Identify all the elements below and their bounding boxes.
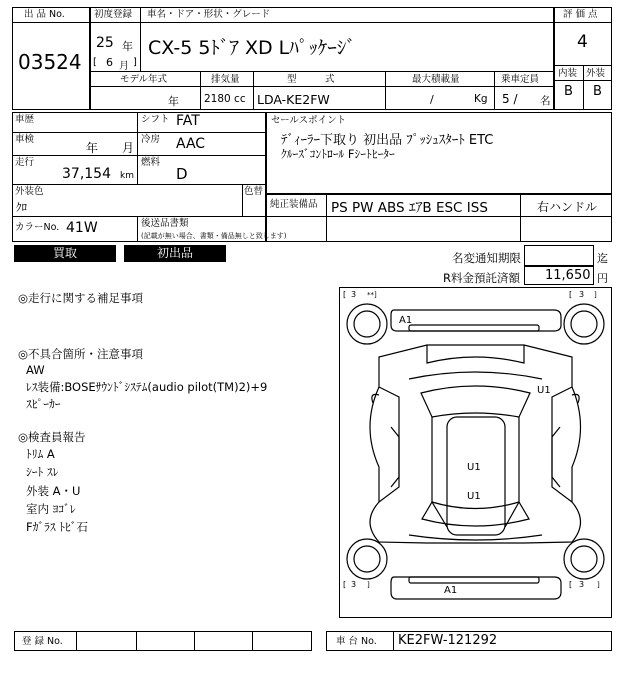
corner-label-tr-num: 3 xyxy=(579,290,585,299)
svg-text:**]: **] xyxy=(367,291,377,299)
inspection-month-unit: 月 xyxy=(122,141,135,155)
wheel-front-left xyxy=(347,304,387,344)
inspector-item: Fｶﾞﾗｽ ﾄﾋﾞ石 xyxy=(26,520,89,534)
shift: FAT xyxy=(176,113,200,129)
mileage-unit: km xyxy=(120,171,134,181)
max-load-label: 最大積載量 xyxy=(412,74,460,85)
exterior-score: B xyxy=(593,84,602,99)
first-registration-year: 25 xyxy=(96,35,114,51)
month-unit: 月 xyxy=(119,61,129,72)
handle-side: 右ハンドル xyxy=(537,200,598,214)
registration-number-label: 登 録 No. xyxy=(22,636,63,647)
inspector-item: 室内 ﾖｺﾞﾚ xyxy=(26,502,76,516)
inspector-report-title: ◎検査員報告 xyxy=(18,430,86,444)
equipment: PS PW ABS ｴｱB ESC ISS xyxy=(331,200,488,216)
ac: AAC xyxy=(176,136,206,152)
lot-number-label: 出 品 No. xyxy=(24,9,65,20)
mileage: 37,154 xyxy=(62,166,111,182)
defects-title: ◎不具合箇所・注意事項 xyxy=(18,347,144,361)
score-value: 4 xyxy=(577,32,588,52)
exterior-color-label: 外装色 xyxy=(15,186,44,197)
lot-number: 03524 xyxy=(18,50,82,74)
svg-text:[: [ xyxy=(343,580,347,589)
max-load-unit: Kg xyxy=(474,93,488,105)
sales-point-line-1: ﾃﾞｨｰﾗｰ下取り 初出品 ﾌﾟｯｼｭｽﾀｰﾄ ETC xyxy=(281,133,494,148)
max-load-separator: / xyxy=(430,93,434,106)
svg-text:]: ] xyxy=(367,581,370,589)
exterior-color: ｸﾛ xyxy=(16,201,27,214)
interior-score: B xyxy=(564,84,573,99)
equipment-label: 純正装備品 xyxy=(270,199,318,210)
color-number: 41W xyxy=(66,220,98,236)
damage-front-bumper: A1 xyxy=(399,315,413,326)
interior-score-label: 内装 xyxy=(558,68,578,79)
model-year-unit: 年 xyxy=(168,95,179,108)
model-type: LDA-KE2FW xyxy=(257,92,330,107)
wheel-rear-right xyxy=(564,539,604,579)
capacity: 5 / xyxy=(502,92,518,106)
wheel-front-right xyxy=(564,304,604,344)
shift-label: シフト xyxy=(141,114,170,125)
month-bracket-left: [ xyxy=(93,57,97,68)
name-change-box xyxy=(524,245,594,266)
recycle-fee: 11,650 xyxy=(545,268,591,283)
name-change-label: 名変通知期限 xyxy=(452,251,521,265)
mileage-label: 走行 xyxy=(15,157,35,168)
chassis-number-label: 車 台 No. xyxy=(336,636,377,647)
displacement-label: 排気量 xyxy=(211,74,240,85)
name-change-suffix: 迄 xyxy=(597,252,608,265)
car-damage-diagram xyxy=(339,287,612,618)
inspector-item: ﾄﾘﾑ A xyxy=(26,447,55,461)
driving-notes-title: ◎走行に関する補足事項 xyxy=(18,291,144,305)
damage-roof-2: U1 xyxy=(467,491,481,502)
wheel-rear-left xyxy=(347,539,387,579)
defect-item: ｽﾋﾟｰｶｰ xyxy=(26,397,61,411)
history-label: 車歴 xyxy=(15,114,35,125)
capacity-unit: 名 xyxy=(540,95,551,107)
damage-rear-bumper: A1 xyxy=(444,585,458,596)
inspector-item: 外装 A・U xyxy=(26,484,81,498)
first-registration-label: 初度登録 xyxy=(94,9,133,20)
corner-label-tl-num: 3 xyxy=(351,290,357,299)
fuel: D xyxy=(176,165,188,183)
car-name-label: 車名・ドア・形状・グレード xyxy=(147,9,271,20)
chassis-number: KE2FW-121292 xyxy=(398,633,498,648)
recycle-fee-label: R料金預託済額 xyxy=(443,271,520,285)
color-number-label: カラーNo. xyxy=(15,222,60,233)
sales-point-label: セールスポイント xyxy=(271,115,347,126)
repaint-label: 色替 xyxy=(244,186,264,197)
corner-label-bl-num: 3 xyxy=(351,580,357,589)
corner-label-br-num: 3 xyxy=(579,580,585,589)
damage-right-side: U1 xyxy=(537,385,551,396)
corner-label-tl: [ xyxy=(343,290,347,299)
displacement: 2180 cc xyxy=(204,93,246,105)
first-registration-month: 6 xyxy=(106,56,113,69)
model-type-label: 型 式 xyxy=(287,74,335,85)
damage-roof-1: U1 xyxy=(467,462,481,473)
month-bracket-right: ] xyxy=(133,57,137,68)
svg-text:[: [ xyxy=(569,290,573,299)
fuel-label: 燃料 xyxy=(141,157,161,168)
inspection-year-unit: 年 xyxy=(86,141,99,155)
ac-label: 冷房 xyxy=(141,134,161,145)
inspector-item: ｼｰﾄ ｽﾚ xyxy=(26,465,59,479)
defect-item: AW xyxy=(26,363,45,377)
documents-label: 後送品書類 xyxy=(141,218,189,229)
svg-text:]: ] xyxy=(594,291,597,299)
buyback-badge: 買取 xyxy=(14,245,116,262)
exterior-score-label: 外装 xyxy=(586,68,606,79)
model-year-label: モデル年式 xyxy=(120,74,168,85)
recycle-fee-suffix: 円 xyxy=(597,272,608,285)
car-name: CX-5 5ﾄﾞｱ XD Lﾊﾟｯｹｰｼﾞ xyxy=(148,37,356,59)
svg-text:[: [ xyxy=(569,580,573,589)
defect-item: ﾚｽ装備:BOSEｻｳﾝﾄﾞｼｽﾃﾑ(audio pilot(TM)2)+9 xyxy=(26,380,268,394)
inspection-label: 車検 xyxy=(15,134,35,145)
sales-point-line-2: ｸﾙｰｽﾞｺﾝﾄﾛｰﾙ Fｼｰﾄﾋｰﾀｰ xyxy=(281,147,395,161)
svg-text:]: ] xyxy=(597,581,600,589)
score-label: 評 価 点 xyxy=(563,9,598,20)
year-unit: 年 xyxy=(122,40,133,53)
documents-note: (記載が無い場合、書類・備品無しと致します) xyxy=(141,232,287,240)
capacity-label: 乗車定員 xyxy=(501,74,540,85)
first-listing-badge: 初出品 xyxy=(124,245,226,262)
